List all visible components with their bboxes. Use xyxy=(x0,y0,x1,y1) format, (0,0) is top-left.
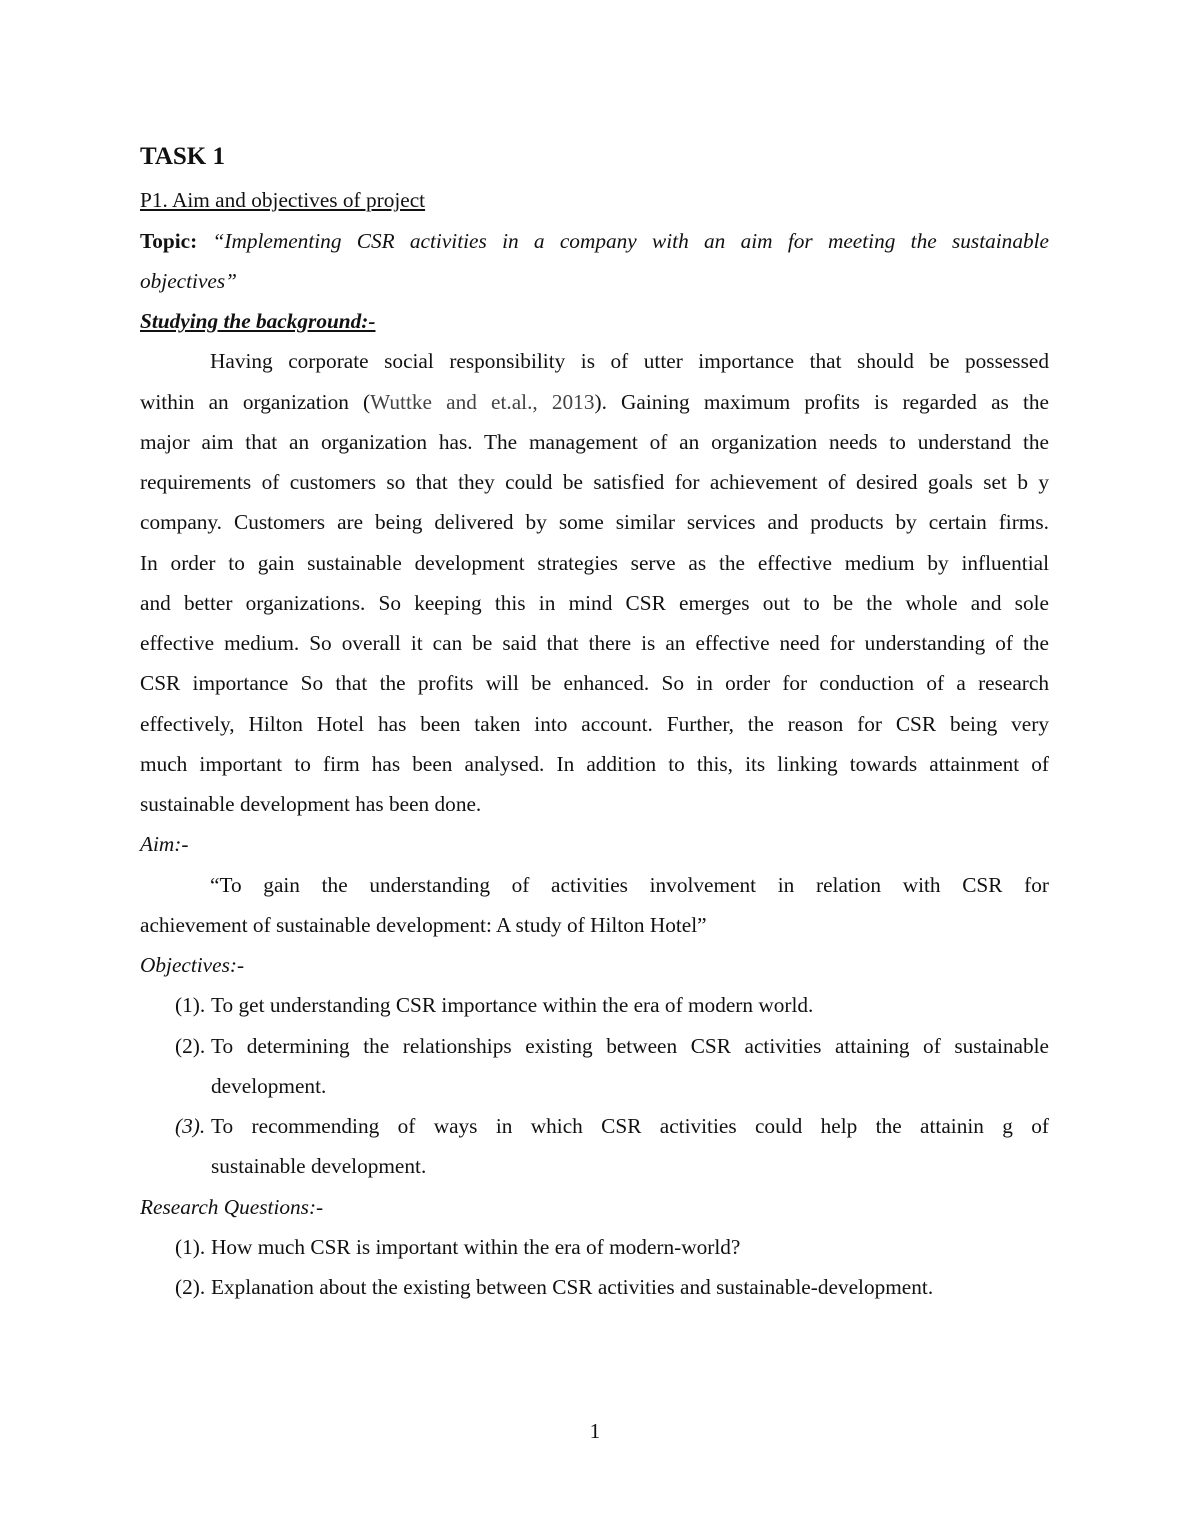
citation-before: within an organization ( xyxy=(140,390,371,414)
citation-after: ). Gaining maximum profits is regarded as the xyxy=(594,390,1049,414)
research-questions-heading: Research Questions:- xyxy=(140,1195,324,1219)
objective-text: To determining the relationships existing between CSR activities attaining of sustainable xyxy=(211,1034,1049,1058)
background-line: Having corporate social responsibility is of utter importance that should be possessed xyxy=(210,349,1049,373)
background-line: In order to gain sustainable development strategies serve as the effective medium by influential xyxy=(140,551,1049,575)
citation: Wuttke and et.al., 2013 xyxy=(370,390,595,414)
background-line: requirements of customers so that they could be satisfied for achievement of desired goals set b y xyxy=(140,470,1049,494)
topic-label: Topic: xyxy=(140,229,198,253)
topic-line-2: objectives” xyxy=(140,269,237,293)
aim-heading: Aim:- xyxy=(140,832,189,856)
objective-number: (2). xyxy=(175,1034,206,1058)
question-number: (2). xyxy=(175,1275,206,1299)
background-line: effectively, Hilton Hotel has been taken into account. Further, the reason for CSR being very xyxy=(140,712,1049,736)
aim-line-2: achievement of sustainable development: A study of Hilton Hotel” xyxy=(140,913,707,937)
objective-text-cont: development. xyxy=(211,1074,327,1098)
background-line-citation xyxy=(140,382,1049,422)
background-line: and better organizations. So keeping this in mind CSR emerges out to be the whole and sole xyxy=(140,591,1049,615)
objectives-heading: Objectives:- xyxy=(140,953,245,977)
background-heading-text: Studying the background:- xyxy=(140,309,376,333)
background-line: sustainable development has been done. xyxy=(140,792,482,816)
question-text: Explanation about the existing between CSR activities and sustainable-development. xyxy=(211,1275,934,1299)
background-heading xyxy=(140,301,1049,341)
background-line: CSR importance So that the profits will be enhanced. So in order for conduction of a research xyxy=(140,671,1049,695)
objective-text: To get understanding CSR importance within the era of modern world. xyxy=(211,993,814,1017)
objective-number: (1). xyxy=(175,993,206,1017)
objective-number: (3). xyxy=(175,1114,206,1138)
question-text: How much CSR is important within the era of modern-world? xyxy=(211,1235,741,1259)
background-line: company. Customers are being delivered by some similar services and products by certain firms. xyxy=(140,510,1049,534)
background-line: major aim that an organization has. The management of an organization needs to understand the xyxy=(140,430,1049,454)
question-number: (1). xyxy=(175,1235,206,1259)
task-heading: TASK 1 xyxy=(140,143,225,170)
objective-text: To recommending of ways in which CSR activities could help the attainin g of xyxy=(211,1114,1049,1138)
topic-text: “Implementing CSR activities in a company with an aim for meeting the sustainable xyxy=(212,229,1049,253)
section-heading: P1. Aim and objectives of project xyxy=(140,188,426,212)
aim-line-1: “To gain the understanding of activities involvement in relation with CSR for xyxy=(210,873,1049,897)
background-line: effective medium. So overall it can be said that there is an effective need for understanding of the xyxy=(140,631,1049,655)
page-number: 1 xyxy=(589,1419,601,1443)
objective-text-cont: sustainable development. xyxy=(211,1154,427,1178)
topic-line-1 xyxy=(140,221,1049,261)
background-line: much important to firm has been analysed. In addition to this, its linking towards attainment of xyxy=(140,752,1049,776)
